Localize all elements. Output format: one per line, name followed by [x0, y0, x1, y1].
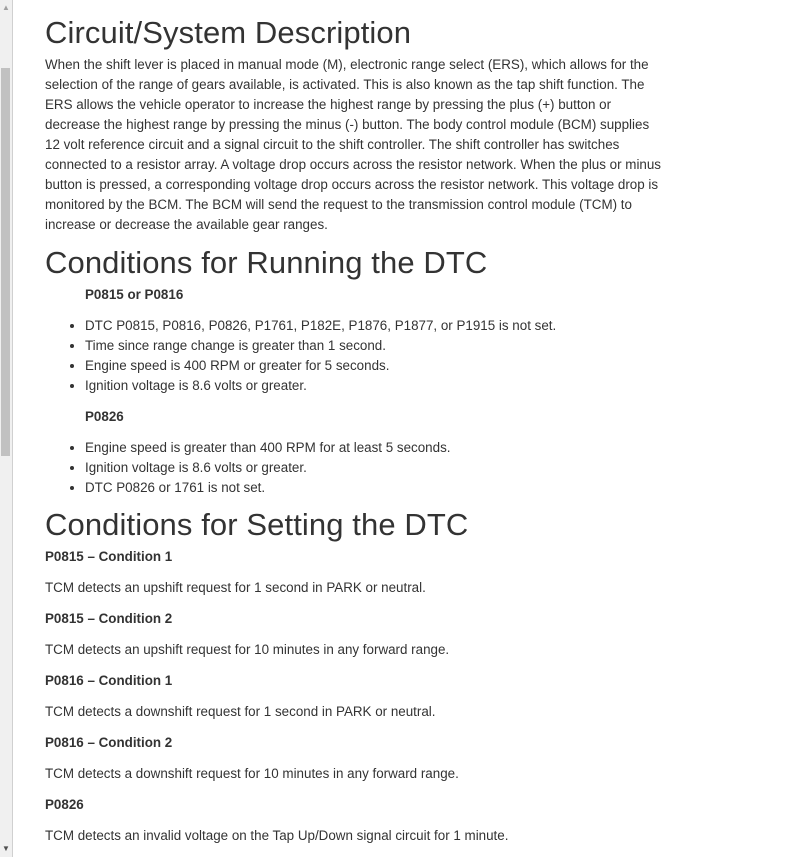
list-item: • Engine speed is 400 RPM or greater for 5 seconds.	[85, 356, 665, 376]
document-content	[45, 14, 665, 846]
circuit-description-text: When the shift lever is placed in manual mode (M), electronic range select (ERS), which allows for the selection of the range of gears available, is activated. This is also known as the tap shift function. The ERS allows the vehicle operator to increase the highest range by pressing the plus (+) button or decrease the highest range by pressing the minus (-) button. The body control module (BCM) supplies 12 volt reference circuit and a signal circuit to the shift controller. The shift controller has switches connected to a resistor array. A voltage drop occurs across the resistor network. When the plus or minus button is pressed, a corresponding voltage drop occurs across the resistor network. This voltage drop is monitored by the BCM. The BCM will send the request to the transmission control module (TCM) to increase or decrease the available gear ranges.	[45, 57, 662, 232]
circuit-description-title: Circuit/System Description	[45, 15, 412, 50]
scroll-down-icon[interactable]: ▼	[2, 844, 10, 853]
condition-text: TCM detects a downshift request for 10 minutes in any forward range.	[45, 766, 459, 781]
condition-heading: P0826	[45, 797, 84, 812]
condition-text: TCM detects an upshift request for 1 second in PARK or neutral.	[45, 580, 426, 595]
vertical-scrollbar[interactable]	[0, 0, 13, 857]
condition-heading: P0816 – Condition 2	[45, 735, 173, 750]
scroll-up-icon[interactable]: ▲	[2, 3, 10, 12]
running-conditions-title: Conditions for Running the DTC	[45, 245, 488, 280]
running-group-heading: P0826	[85, 409, 124, 424]
scroll-thumb[interactable]	[1, 68, 10, 456]
condition-heading: P0816 – Condition 1	[45, 673, 173, 688]
condition-text: TCM detects an invalid voltage on the Tap Up/Down signal circuit for 1 minute.	[45, 828, 509, 843]
list-item: • Ignition voltage is 8.6 volts or greater.	[85, 458, 665, 478]
list-item: • Time since range change is greater than 1 second.	[85, 336, 665, 356]
list-item: • Engine speed is greater than 400 RPM for at least 5 seconds.	[85, 438, 665, 458]
list-item: • DTC P0815, P0816, P0826, P1761, P182E, P1876, P1877, or P1915 is not set.	[85, 316, 665, 336]
list-item: • Ignition voltage is 8.6 volts or greater.	[85, 376, 665, 396]
condition-heading: P0815 – Condition 2	[45, 611, 173, 626]
running-group-list	[45, 438, 665, 498]
setting-conditions-title: Conditions for Setting the DTC	[45, 507, 469, 542]
condition-heading: P0815 – Condition 1	[45, 549, 173, 564]
list-item: • DTC P0826 or 1761 is not set.	[85, 478, 665, 498]
condition-text: TCM detects a downshift request for 1 second in PARK or neutral.	[45, 704, 436, 719]
running-group-list	[45, 316, 665, 396]
running-group-heading: P0815 or P0816	[85, 287, 184, 302]
condition-text: TCM detects an upshift request for 10 minutes in any forward range.	[45, 642, 450, 657]
